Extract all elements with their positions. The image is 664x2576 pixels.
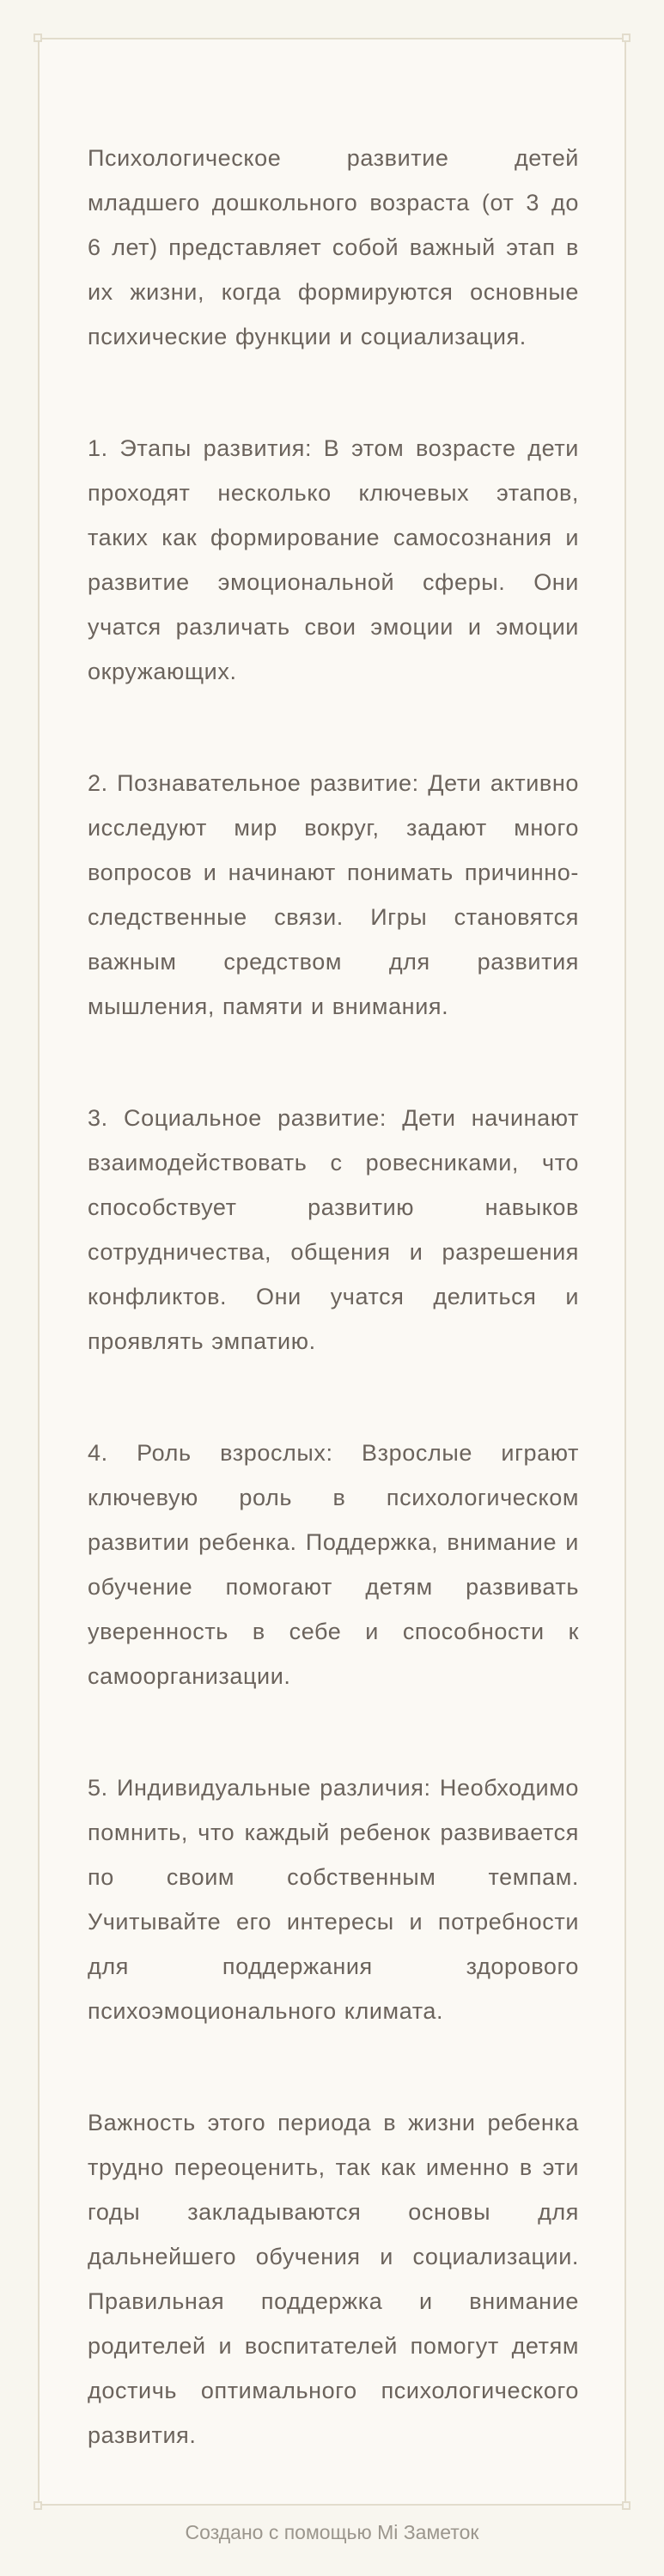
note-paragraph-adults: 4. Роль взрослых: Взрослые играют ключевую роль в психологическом развитии ребенка. Поддержка, внимание и обучение помогают детям развивать уверенность в себе и способности к самоорганизации. (88, 1440, 579, 1689)
note-card (38, 38, 626, 2506)
note-paragraph-intro: Психологическое развитие детей младшего дошкольного возраста (от 3 до 6 лет) представляет собой важный этап в их жизни, когда формируются основные психические функции и социализация. (88, 145, 579, 349)
note-paragraph-social: 3. Социальное развитие: Дети начинают взаимодействовать с ровесниками, что способствует развитию навыков сотрудничества, общения и разрешения конфликтов. Они учатся делиться и проявлять эмпатию. (88, 1105, 579, 1354)
frame-corner-ornament (34, 33, 42, 42)
note-body (88, 136, 579, 2524)
note-paragraph-conclusion: Важность этого периода в жизни ребенка трудно переоценить, так как именно в эти годы закладываются основы для дальнейшего обучения и социализации. Правильная поддержка и внимание родителей и воспитателей помогут детям достичь оптимального психологического развития. (88, 2110, 579, 2448)
frame-corner-ornament (622, 2501, 630, 2510)
note-paragraph-individual: 5. Индивидуальные различия: Необходимо помнить, что каждый ребенок развивается по своим собственным темпам. Учитывайте его интересы и потребности для поддержания здорового психоэмоционального климата. (88, 1775, 579, 2024)
note-paragraph-stages: 1. Этапы развития: В этом возрасте дети проходят несколько ключевых этапов, таких как формирование самосознания и развитие эмоциональной сферы. Они учатся различать свои эмоции и эмоции окружающих. (88, 435, 579, 684)
frame-corner-ornament (622, 33, 630, 42)
frame-corner-ornament (34, 2501, 42, 2510)
note-paragraph-cognitive: 2. Познавательное развитие: Дети активно исследуют мир вокруг, задают много вопросов и начинают понимать причинно-следственные связи. Игры становятся важным средством для развития мышления, памяти и внимания. (88, 770, 579, 1019)
watermark-footer: Создано с помощью Mi Заметок (185, 2521, 479, 2543)
